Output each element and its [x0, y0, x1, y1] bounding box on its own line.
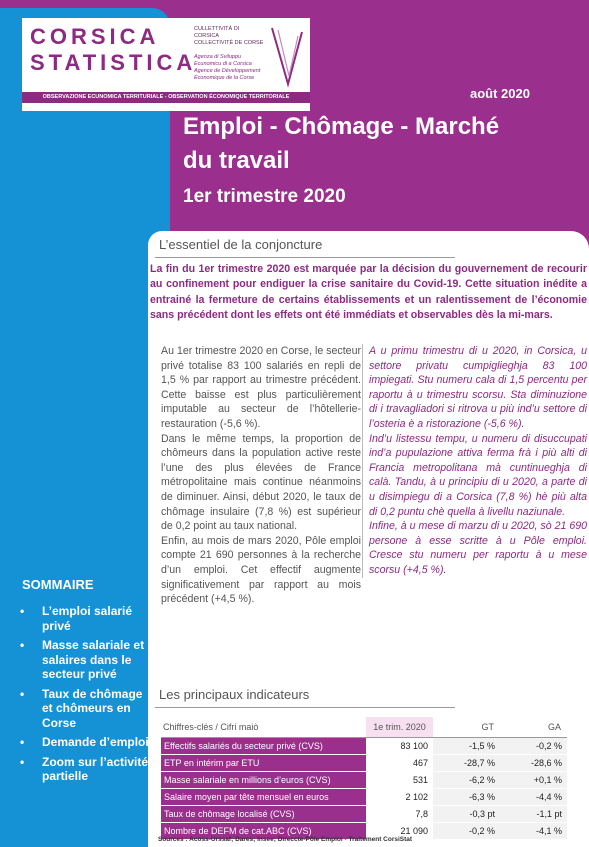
french-column — [161, 344, 361, 607]
column-header: GA — [500, 717, 567, 738]
sommaire-title: SOMMAIRE — [22, 577, 94, 592]
observation-bar: OBSERVAZIONE ECUNOMICA TERRITURIALE - OBSERVATION ÉCONOMIQUE TERRITORIALE — [22, 92, 310, 103]
sommaire-item[interactable]: • Demande d’emploi — [20, 735, 149, 749]
indicator-gt: -6,2 % — [433, 772, 500, 789]
indicator-value: 83 100 — [366, 738, 433, 755]
page-subtitle: 1er trimestre 2020 — [183, 186, 346, 207]
sources-note: Sources : Acoss-Urssaf; Dares; Insee; Direccte-Pôle Emploi - Traitement CorsiStat — [158, 836, 413, 843]
indicator-ga: -0,2 % — [500, 738, 567, 755]
intro-paragraph: La fin du 1er trimestre 2020 est marquée par la décision du gouvernement de recourir au confinement pour endiguer la crise sanitaire du Covid-19. Cette situation inédite a entrainé la fermeture de certains établissements et un ralentissement de l’économie sans précédent dont les effets ont été immédiats et observables dès la mi-mars. — [150, 263, 587, 321]
indicator-label: ETP en intérim par ETU — [161, 755, 366, 772]
indicators-table — [161, 717, 567, 840]
publication-date: août 2020 — [470, 86, 530, 101]
indicators-heading: Les principaux indicateurs — [159, 687, 310, 702]
indicator-label: Effectifs salariés du secteur privé (CVS) — [161, 738, 366, 755]
logo-agence: Agenza di Sviluppu Ecunomicu di a Corsica Agence de Développement Économique de la Corse — [194, 54, 261, 81]
indicator-gt: -6,3 % — [433, 789, 500, 806]
corsican-paragraph: Infine, à u mese di marzu di u 2020, sò 21 690 persone à esse scritte à u Pôle emploi. Cresce stu numeru per raportu à u mese scorsu (+4,5 %). — [369, 520, 587, 576]
indicator-gt: -28,7 % — [433, 755, 500, 772]
sommaire-item[interactable]: • Taux de chômage et chômeurs en Corse — [20, 686, 143, 730]
bullet-icon: • — [20, 604, 25, 618]
bullet-icon: • — [20, 735, 25, 749]
logo-collectivite: CULLETTIVITÀ DI CORSICA COLLECTIVITÉ DE CORSE — [194, 26, 264, 46]
sommaire-item[interactable]: • L’emploi salarié privé — [20, 604, 133, 633]
french-paragraph: Dans le même temps, la proportion de chômeurs dans la population active reste l’une des plus élevées de France métropolitaine mais continue néanmoins de diminuer. Ainsi, début 2020, le taux de chômage insulaire (7,8 %) est supérieur de 0,2 point au taux national. — [161, 432, 361, 533]
indicator-value: 2 102 — [366, 789, 433, 806]
bullet-icon: • — [20, 754, 25, 769]
indicator-gt: -0,2 % — [433, 823, 500, 840]
table-header-row — [161, 717, 567, 738]
bullet-icon: • — [20, 686, 25, 701]
indicator-value: 467 — [366, 755, 433, 772]
column-header: 1e trim. 2020 — [366, 717, 433, 738]
indicator-label: Masse salariale en millions d’euros (CVS) — [161, 772, 366, 789]
column-header: GT — [433, 717, 500, 738]
corsican-paragraph: Ind’u listessu tempu, u numeru di disuccupati ind’a pupulazione attiva ferma frà i più alti di Francia metropolitana mà cuntinueghja di calà. Tandu, à u principiu di u 2020, a parte di u disimpiegu di a Corsica (7,8 %) hè più alta di 0,2 puntu chè quella à livellu naziunale. — [369, 432, 587, 518]
french-paragraph: Au 1er trimestre 2020 en Corse, le secteur privé totalise 83 100 salariés en repli de 1,5 % par rapport au trimestre précédent. Cette baisse est plus particulièrement imputable au secteur de l’hôtellerie-restauration (-5,6 %). — [161, 345, 361, 430]
corsican-column — [362, 344, 587, 578]
indicator-label: Taux de chômage localisé (CVS) — [161, 806, 366, 823]
indicator-value: 531 — [366, 772, 433, 789]
table-row — [161, 755, 567, 772]
table-row — [161, 772, 567, 789]
table-row — [161, 738, 567, 755]
conjoncture-heading: L’essentiel de la conjoncture — [159, 237, 323, 252]
indicator-label: Nombre de DEFM de cat.ABC (CVS) — [161, 823, 366, 840]
indicator-ga: +0,1 % — [500, 772, 567, 789]
indicator-value: 7,8 — [366, 806, 433, 823]
indicator-label: Salaire moyen par tête mensuel en euros — [161, 789, 366, 806]
indicator-ga: -1,1 pt — [500, 806, 567, 823]
corsican-paragraph: A u primu trimestru di u 2020, in Corsica, u settore privatu cumpiglieghja 83 100 impiegati. Stu numeru cala di 1,5 percentu per raportu à u trimestru scorsu. Sta diminuzione di i travagliadori si ritrova u più ind’u settore di l’osteria è a ristorazione (-5,6 %). — [369, 345, 587, 430]
indicator-gt: -0,3 pt — [433, 806, 500, 823]
bullet-icon: • — [20, 638, 25, 652]
indicator-gt: -1,5 % — [433, 738, 500, 755]
logo-block — [22, 18, 310, 111]
indicator-ga: -4,4 % — [500, 789, 567, 806]
table-row — [161, 789, 567, 806]
logo-wordmark: CORSICA STATISTICA — [30, 24, 197, 75]
sommaire-item[interactable]: • Zoom sur l’activité partielle — [20, 754, 149, 783]
main-content-panel — [148, 231, 589, 847]
sommaire-list — [20, 604, 150, 789]
sommaire-item[interactable]: • Masse salariale et salaires dans le secteur privé — [20, 638, 145, 681]
indicator-ga: -4,1 % — [500, 823, 567, 840]
page-title: Emploi - Chômage - Marché du travail — [183, 113, 500, 174]
table-row — [161, 806, 567, 823]
french-paragraph: Enfin, au mois de mars 2020, Pôle emploi compte 21 690 personnes à la recherche d’un emploi. Cet effectif augmente significativement par rapport au mois précédent (+4,5 %). — [161, 534, 361, 606]
indicator-ga: -28,6 % — [500, 755, 567, 772]
column-header: Chiffres-clés / Cifri maiò — [161, 717, 366, 738]
indicator-value: 21 090 — [366, 823, 433, 840]
logo-swoosh-icon — [268, 24, 306, 88]
